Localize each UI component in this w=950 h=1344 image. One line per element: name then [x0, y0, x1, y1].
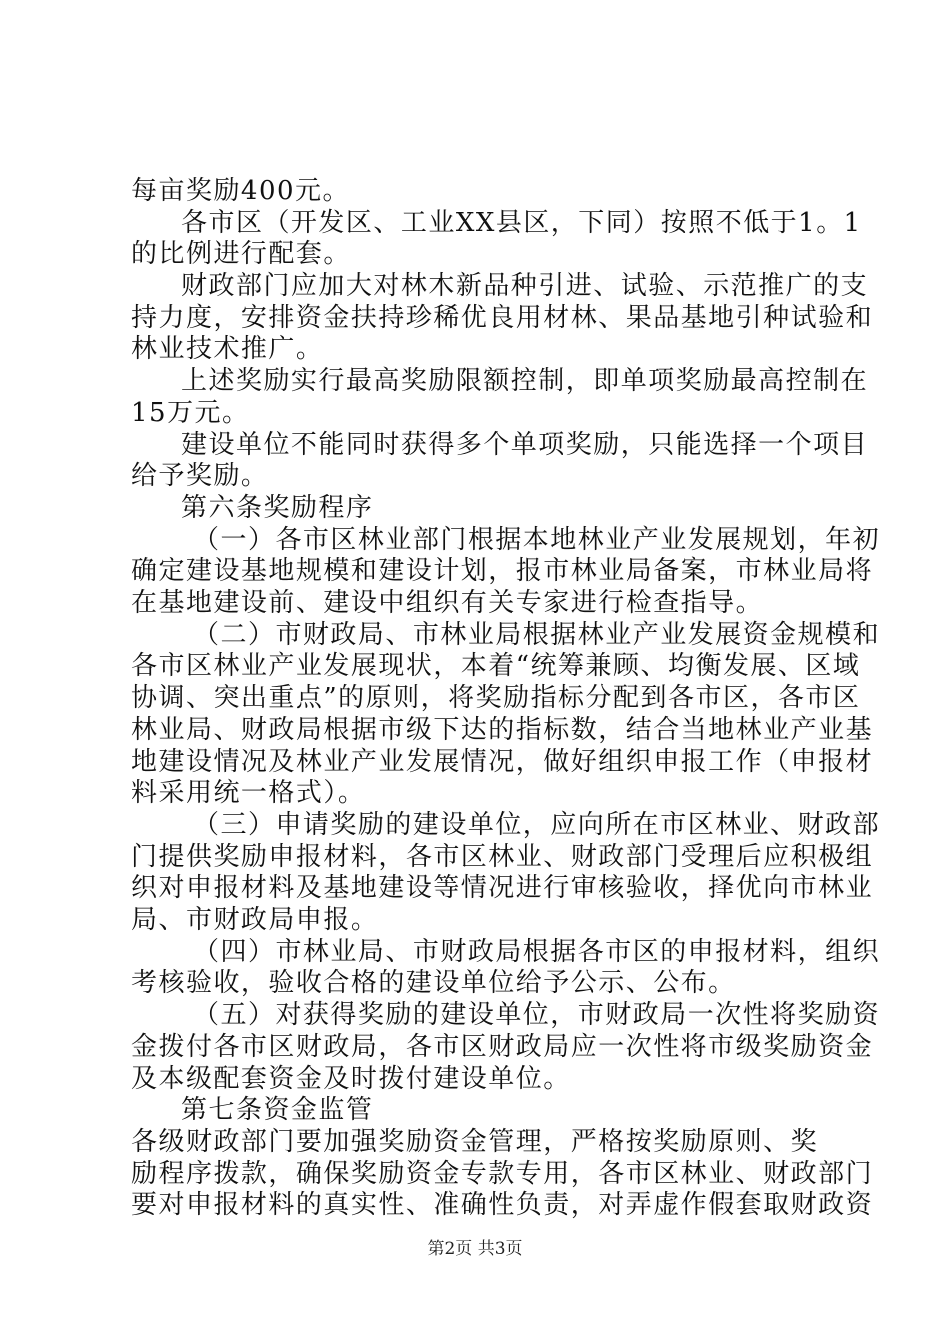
text-line: 各市区（开发区、工业XX县区，下同）按照不低于1。1 [181, 207, 862, 238]
text-line: （二）市财政局、市林业局根据林业产业发展资金规模和 [193, 619, 881, 650]
text-line: 林业技术推广。 [131, 334, 324, 365]
text-line: 确定建设基地规模和建设计划，报市林业局备案，市林业局将 [131, 556, 874, 587]
text-line: 料采用统一格式）。 [131, 778, 366, 809]
text-line: 协调、突出重点”的原则，将奖励指标分配到各市区，各市区 [131, 683, 861, 714]
text-line: 建设单位不能同时获得多个单项奖励，只能选择一个项目 [181, 429, 869, 460]
text-line: 考核验收，验收合格的建设单位给予公示、公布。 [131, 968, 736, 999]
text-line: 在基地建设前、建设中组织有关专家进行检查指导。 [131, 588, 764, 619]
page-number-footer: 第2页 共3页 [427, 1239, 523, 1259]
text-line: 门提供奖励申报材料，各市区林业、财政部门受理后应积极组 [131, 841, 874, 872]
text-line: 林业局、财政局根据市级下达的指标数，结合当地林业产业基 [131, 714, 874, 745]
text-line: 金拨付各市区财政局，各市区财政局应一次性将市级奖励资金 [131, 1031, 874, 1062]
text-line: 15万元。 [131, 397, 250, 428]
text-line: 地建设情况及林业产业发展情况，做好组织申报工作（申报材 [131, 746, 874, 777]
section-heading: 第六条奖励程序 [181, 492, 374, 523]
text-line: （五）对获得奖励的建设单位，市财政局一次性将奖励资 [193, 1000, 881, 1031]
text-line: 及本级配套资金及时拨付建设单位。 [131, 1063, 571, 1094]
text-line: 励程序拨款，确保奖励资金专款专用，各市区林业、财政部门 [131, 1158, 874, 1189]
text-line: 给予奖励。 [131, 461, 269, 492]
text-line: 财政部门应加大对林木新品种引进、试验、示范推广的支 [181, 271, 869, 302]
text-line: 各级财政部门要加强奖励资金管理，严格按奖励原则、奖 [131, 1126, 819, 1157]
text-line: （一）各市区林业部门根据本地林业产业发展规划，年初 [193, 524, 881, 555]
text-line: 上述奖励实行最高奖励限额控制，即单项奖励最高控制在 [181, 366, 869, 397]
text-line: 织对申报材料及基地建设等情况进行审核验收，择优向市林业 [131, 873, 874, 904]
text-line: （三）申请奖励的建设单位，应向所在市区林业、财政部 [193, 809, 881, 840]
text-line: 每亩奖励400元。 [131, 176, 351, 206]
text-line: 的比例进行配套。 [131, 239, 351, 270]
section-heading: 第七条资金监管 [181, 1095, 374, 1126]
text-line: 各市区林业产业发展现状，本着“统筹兼顾、均衡发展、区域 [131, 651, 861, 682]
text-line: 持力度，安排资金扶持珍稀优良用材林、果品基地引种试验和 [131, 302, 874, 333]
text-line: 局、市财政局申报。 [131, 905, 379, 936]
text-line: （四）市林业局、市财政局根据各市区的申报材料，组织 [193, 936, 881, 967]
text-line: 要对申报材料的真实性、准确性负责，对弄虚作假套取财政资 [131, 1190, 874, 1221]
